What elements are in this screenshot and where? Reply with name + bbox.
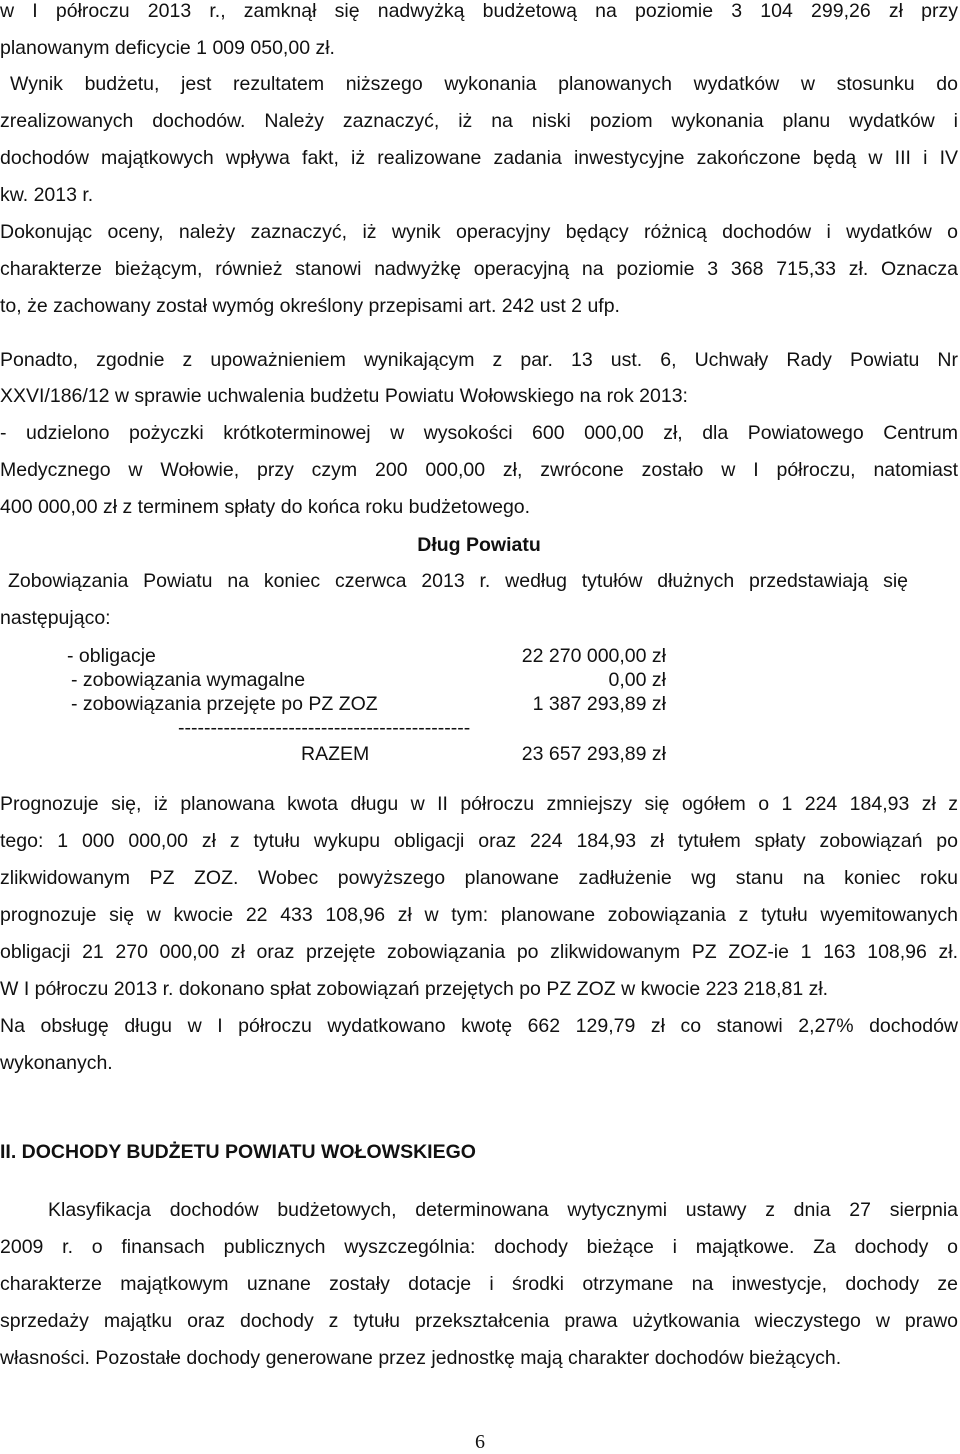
- text-line: to, że zachowany został wymóg określony przepisami art. 242 ust 2 ufp.: [0, 295, 620, 317]
- text-line: Medycznego w Wołowie, przy czym 200 000,00 zł, zwrócone zostało w I półroczu, natomiast: [0, 459, 958, 481]
- table-separator: ---------------------------------------------: [178, 717, 471, 739]
- text-line: Prognozuje się, iż planowana kwota długu w II półroczu zmniejszy się ogółem o 1 224 184,93 zł z: [0, 793, 958, 815]
- text-line: Klasyfikacja dochodów budżetowych, determinowana wytycznymi ustawy z dnia 27 sierpnia: [48, 1199, 958, 1221]
- text-line: Wynik budżetu, jest rezultatem niższego wykonania planowanych wydatków w stosunku do: [10, 73, 958, 95]
- debt-row-label: - obligacje: [67, 645, 156, 667]
- section-heading: II. DOCHODY BUDŻETU POWIATU WOŁOWSKIEGO: [0, 1141, 476, 1163]
- text-line: W I półroczu 2013 r. dokonano spłat zobowiązań przejętych po PZ ZOZ w kwocie 223 218,81 zł.: [0, 978, 829, 1000]
- text-line: Zobowiązania Powiatu na koniec czerwca 2013 r. według tytułów dłużnych przedstawiają się: [8, 570, 908, 592]
- text-line: własności. Pozostałe dochody generowane przez jednostkę mają charakter dochodów bieżących.: [0, 1347, 842, 1369]
- text-line: planowanym deficycie 1 009 050,00 zł.: [0, 37, 335, 59]
- total-amount: 23 657 293,89 zł: [521, 743, 666, 765]
- text-line: 2009 r. o finansach publicznych wyszczególnia: dochody bieżące i majątkowe. Za dochody o: [0, 1236, 958, 1258]
- debt-row-label: - zobowiązania przejęte po PZ ZOZ: [71, 693, 378, 715]
- text-line: w I półroczu 2013 r., zamknął się nadwyżką budżetową na poziomie 3 104 299,26 zł przy: [0, 0, 958, 22]
- total-label: RAZEM: [301, 743, 370, 765]
- text-line: zlikwidowanym PZ ZOZ. Wobec powyższego planowane zadłużenie wg stanu na koniec roku: [0, 867, 958, 889]
- text-line: prognozuje się w kwocie 22 433 108,96 zł w tym: planowane zobowiązania z tytułu wyemitowanych: [0, 904, 958, 926]
- text-line: zrealizowanych dochodów. Należy zaznaczyć, iż na niski poziom wykonania planu wydatków i: [0, 110, 958, 132]
- text-line: wykonanych.: [0, 1052, 113, 1074]
- text-line: następująco:: [0, 607, 111, 629]
- text-line: XXVI/186/12 w sprawie uchwalenia budżetu Powiatu Wołowskiego na rok 2013:: [0, 385, 688, 407]
- text-line: obligacji 21 270 000,00 zł oraz przejęte zobowiązania po zlikwidowanym PZ ZOZ-ie 1 163 108,96 zł.: [0, 941, 958, 963]
- text-line: Na obsługę długu w I półroczu wydatkowano kwotę 662 129,79 zł co stanowi 2,27% dochodów: [0, 1015, 958, 1037]
- debt-row-amount: 1 387 293,89 zł: [532, 693, 666, 715]
- text-line: dochodów majątkowych wpływa fakt, iż realizowane zadania inwestycyjne zakończone będą w III i IV: [0, 147, 958, 169]
- text-line: charakterze majątkowym uznane zostały dotacje i środki otrzymane na inwestycje, dochody ze: [0, 1273, 958, 1295]
- debt-row-label: - zobowiązania wymagalne: [71, 669, 306, 691]
- text-line: - udzielono pożyczki krótkoterminowej w wysokości 600 000,00 zł, dla Powiatowego Centrum: [0, 422, 958, 444]
- text-line: tego: 1 000 000,00 zł z tytułu wykupu obligacji oraz 224 184,93 zł tytułem spłaty zobowiązań po: [0, 830, 958, 852]
- text-line: 400 000,00 zł z terminem spłaty do końca roku budżetowego.: [0, 496, 531, 518]
- text-line: Ponadto, zgodnie z upoważnieniem wynikającym z par. 13 ust. 6, Uchwały Rady Powiatu Nr: [0, 349, 958, 371]
- text-line: kw. 2013 r.: [0, 184, 94, 206]
- debt-row-amount: 0,00 zł: [608, 669, 666, 691]
- debt-row-amount: 22 270 000,00 zł: [521, 645, 666, 667]
- page-number: 6: [475, 1431, 485, 1453]
- text-line: Dokonując oceny, należy zaznaczyć, iż wynik operacyjny będący różnicą dochodów i wydatków o: [0, 221, 958, 243]
- section-subheading: Dług Powiatu: [417, 534, 541, 556]
- text-line: charakterze bieżącym, również stanowi nadwyżkę operacyjną na poziomie 3 368 715,33 zł. Oznacza: [0, 258, 958, 280]
- text-line: sprzedaży majątku oraz dochody z tytułu przekształcenia prawa użytkowania wieczystego w prawo: [0, 1310, 958, 1332]
